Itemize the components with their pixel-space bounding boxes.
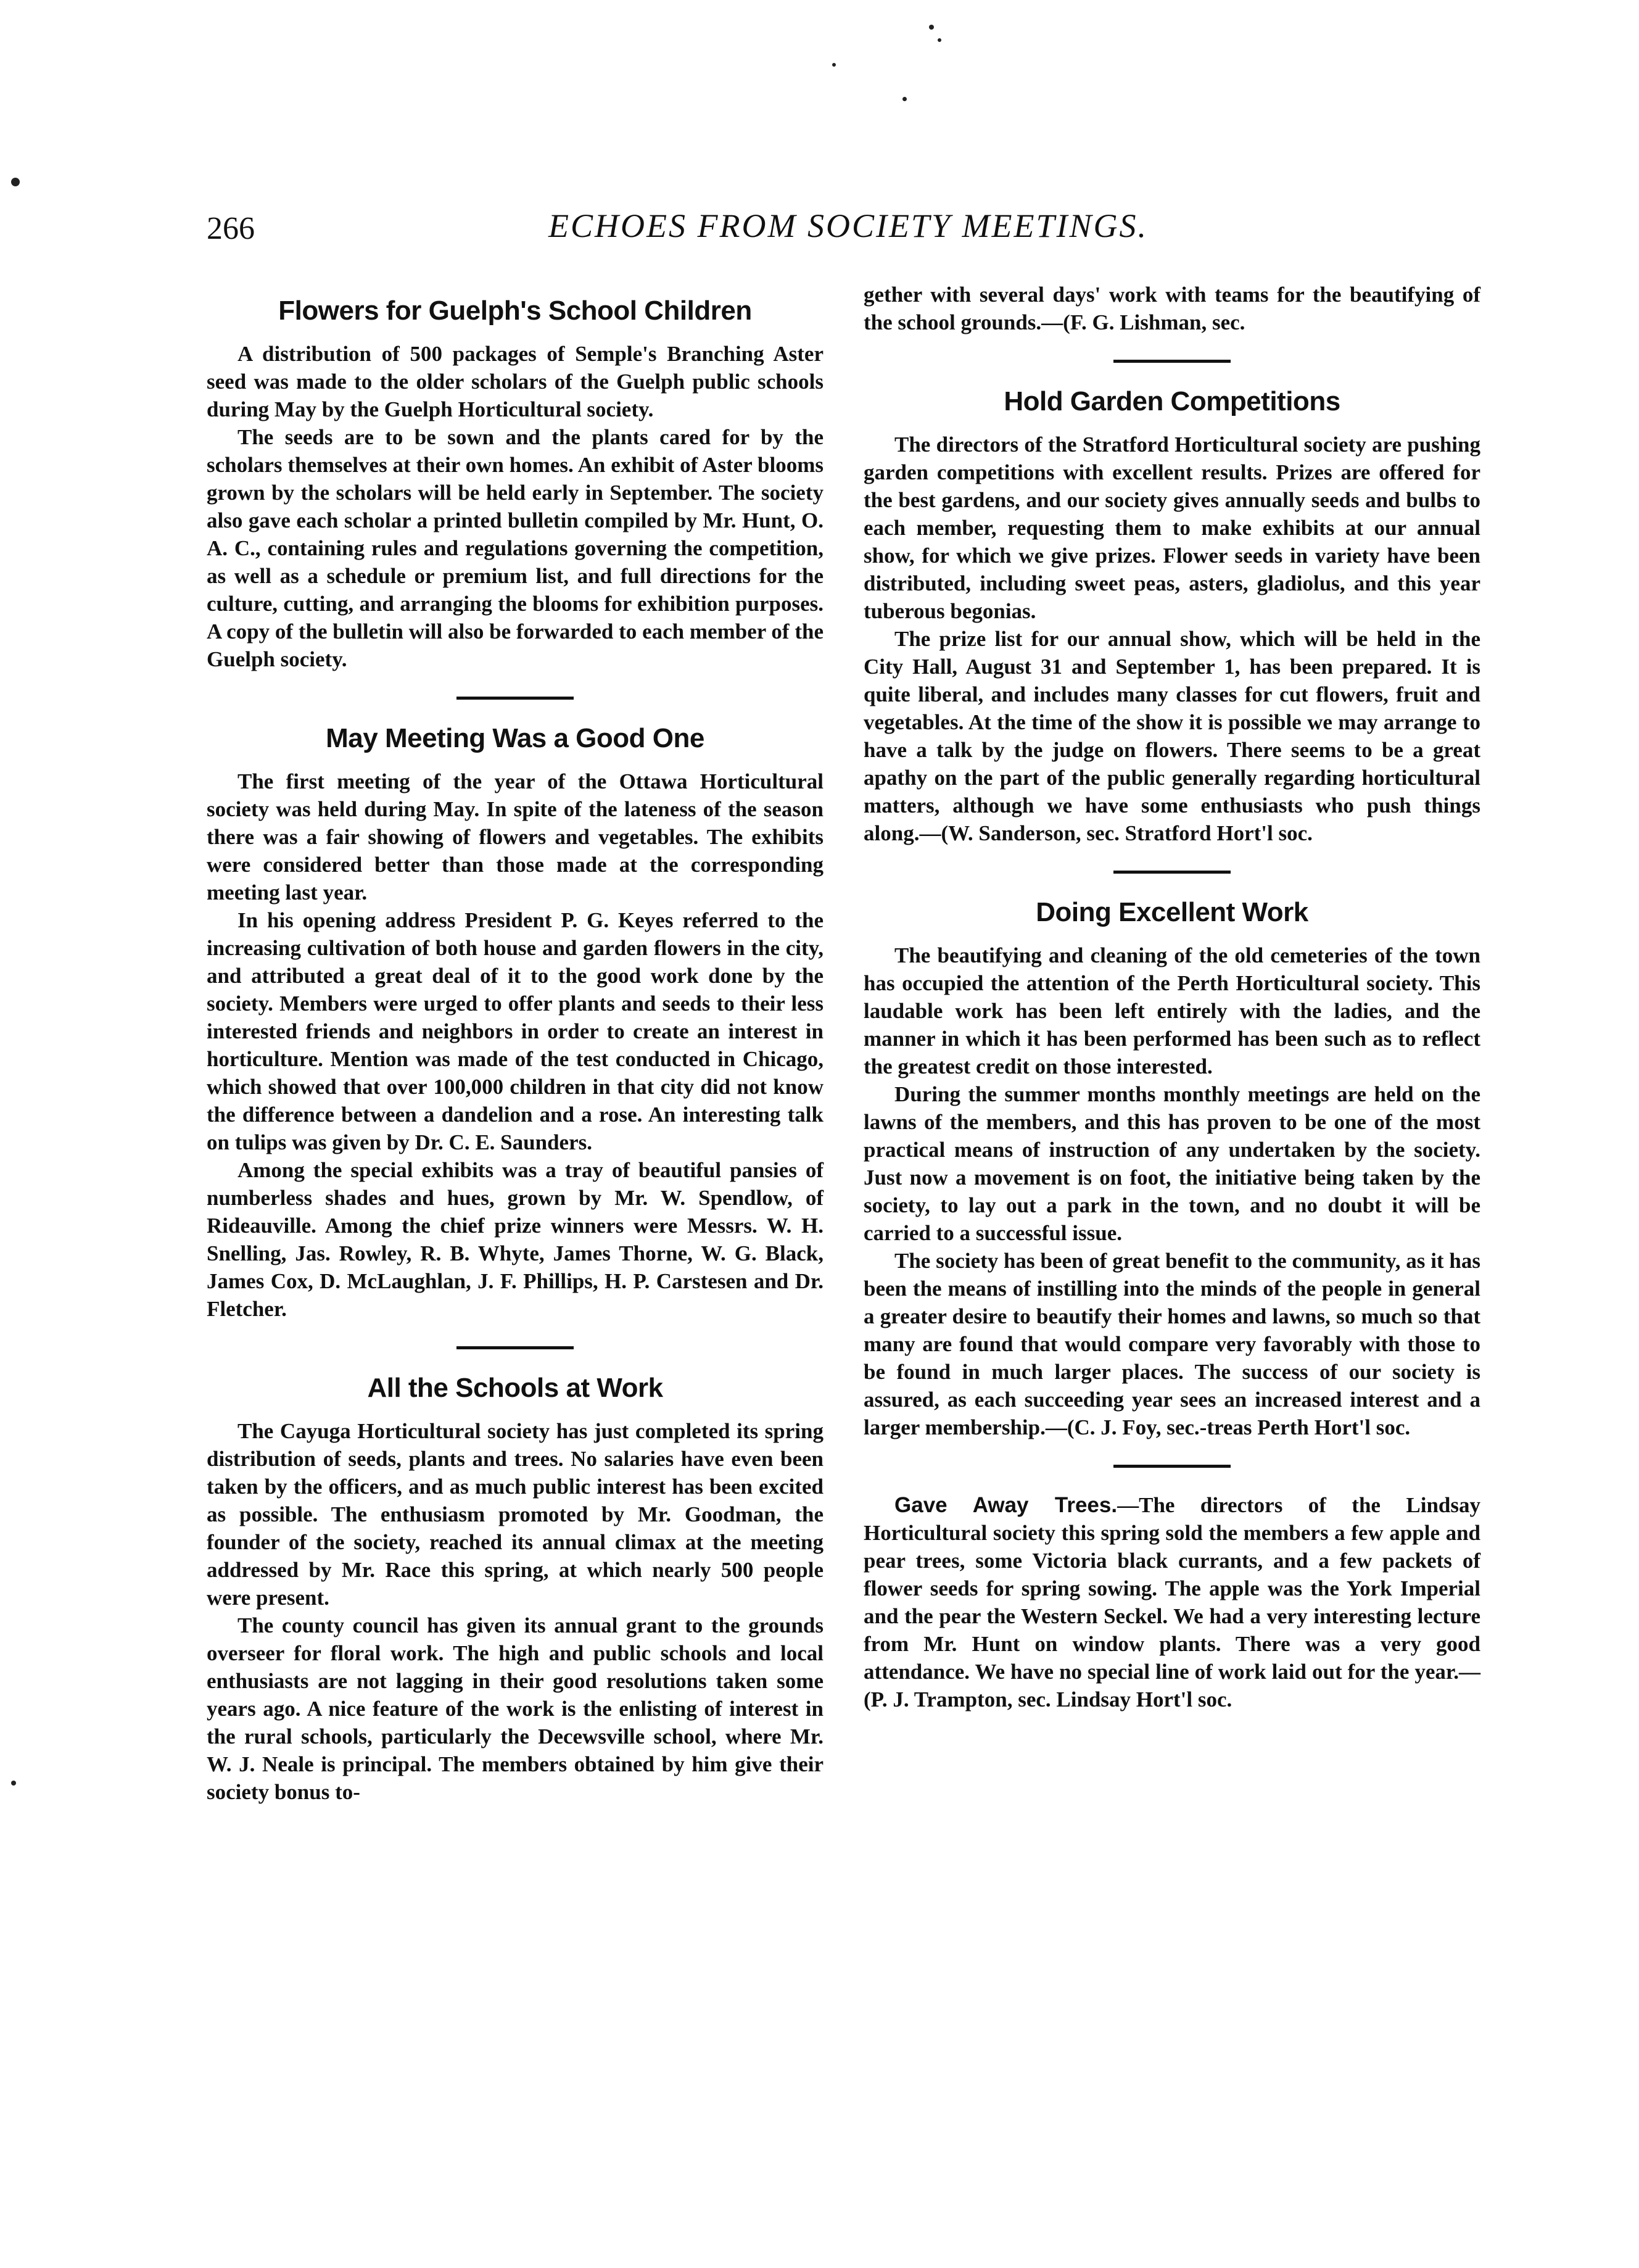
section-divider [1113, 1465, 1231, 1468]
scan-speck [11, 178, 20, 186]
article-paragraph: The Cayuga Horticultural society has just completed its spring distribution of seeds, plants and trees. No salaries have even been taken by the officers, and as much public interest has been excited as possible. The enthusiasm promoted by Mr. Goodman, the founder of the society, reached its annual climax at the meeting addressed by Mr. Race this spring, at which nearly 500 people were present. [207, 1419, 824, 1610]
article-headline: May Meeting Was a Good One [326, 723, 704, 753]
article-headline: Hold Garden Competitions [1004, 386, 1340, 416]
article-paragraph [864, 1491, 1480, 1713]
runin-title: Gave Away Trees. [894, 1493, 1118, 1517]
scan-speck [929, 25, 934, 30]
article-paragraph: The beautifying and cleaning of the old cemeteries of the town has occupied the attention of the Perth Horticultural society. This laudable work has been left entirely with the ladies, and the manner in which it has been performed has been such as to reflect the greatest credit on those interested. [864, 943, 1480, 1078]
article-headline: Flowers for Guelph's School Children [278, 296, 752, 326]
scan-speck [902, 97, 907, 101]
article-paragraph: gether with several days' work with teams for the beautifying of the school grounds.—(F. G. Lishman, sec. [864, 283, 1480, 334]
article-paragraph: A distribution of 500 packages of Semple's Branching Aster seed was made to the older scholars of the Guelph public schools during May by the Guelph Horticultural society. [207, 342, 824, 421]
article-paragraph: In his opening address President P. G. Keyes referred to the increasing cultivation of both house and garden flowers in the city, and attributed a great deal of it to the good work done by the society. Members were urged to offer plants and seeds to their less interested friends and neighbors in order to create an interest in horticulture. Mention was made of the test conducted in Chicago, which showed that over 100,000 children in that city did not know the difference between a dandelion and a rose. An interesting talk on tulips was given by Dr. C. E. Saunders. [207, 908, 824, 1154]
article-paragraph: The seeds are to be sown and the plants cared for by the scholars themselves at their own homes. An exhibit of Aster blooms grown by the scholars will be held early in September. The society also gave each scholar a printed bulletin compiled by Mr. Hunt, O. A. C., containing rules and regulations governing the competition, as well as a schedule or premium list, and full directions for the culture, cutting, and arranging the blooms for exhibition purposes. A copy of the bulletin will also be forwarded to each member of the Guelph society. [207, 425, 824, 671]
article-paragraph: The county council has given its annual grant to the grounds overseer for floral work. The high and public schools and local enthusiasts are not lagging in their good resolutions taken some years ago. A nice feature of the work is the enlisting of interest in the rural schools, particularly the Decewsville school, where Mr. W. J. Neale is principal. The members obtained by him give their society bonus to- [207, 1613, 824, 1804]
left-column [207, 281, 824, 1806]
article-headline: All the Schools at Work [367, 1373, 663, 1403]
article-paragraph: The directors of the Stratford Horticultural society are pushing garden competitions with excellent results. Prizes are offered for the best gardens, and our society gives annually seeds and bulbs to each member, requesting them to make exhibits at our annual show, for which we give prizes. Flower seeds in variety have been distributed, including sweet peas, asters, gladiolus, and this year tuberous begonias. [864, 432, 1480, 623]
page-number: 266 [207, 211, 255, 246]
article-paragraph: The first meeting of the year of the Ottawa Horticultural society was held during May. In spite of the lateness of the season there was a fair showing of flowers and vegetables. The exhibits were considered better than those made at the corresponding meeting last year. [207, 769, 824, 904]
right-column [864, 281, 1480, 1713]
scan-speck [11, 1781, 16, 1786]
article-paragraph: During the summer months monthly meetings are held on the lawns of the members, and this has proven to be one of the most practical means of instruction of any undertaken by the society. Just now a movement is on foot, the initiative being taken by the society, to lay out a park in the town, and no doubt it will be carried to a successful issue. [864, 1082, 1480, 1245]
running-head: ECHOES FROM SOCIETY MEETINGS. [548, 207, 1148, 244]
article-paragraph: The society has been of great benefit to the community, as it has been the means of instilling into the minds of the people in general a greater desire to beautify their homes and lawns, so much so that many are found that would compare very favorably with those to be found in much larger places. The success of our society is assured, as each succeeding year sees an increased interest and a larger membership.—(C. J. Foy, sec.-treas Perth Hort'l soc. [864, 1249, 1480, 1439]
section-divider [456, 697, 574, 700]
runin-text: —The directors of the Lindsay Horticultural society this spring sold the members a few apple and pear trees, some Victoria black currants, and a few packets of flower seeds for spring sowing. The apple was the York Imperial and the pear the Western Seckel. We had a very interesting lecture from Mr. Hunt on window plants. There was a very good attendance. We have no special line of work laid out for the year.—(P. J. Trampton, sec. Lindsay Hort'l soc. [864, 1493, 1480, 1711]
page-header [207, 207, 1490, 256]
article-paragraph: Among the special exhibits was a tray of beautiful pansies of numberless shades and hues, grown by Mr. W. Spendlow, of Rideauville. Among the chief prize winners were Messrs. W. H. Snelling, Jas. Rowley, R. B. Whyte, James Thorne, W. G. Black, James Cox, D. McLaughlan, J. F. Phillips, H. P. Carstesen and Dr. Fletcher. [207, 1158, 824, 1321]
section-divider [1113, 871, 1231, 874]
scan-speck [832, 63, 836, 67]
article-headline: Doing Excellent Work [1036, 897, 1308, 927]
article-paragraph: The prize list for our annual show, which will be held in the City Hall, August 31 and September 1, has been prepared. It is quite liberal, and includes many classes for cut flowers, fruit and vegetables. At the time of the show it is possible we may arrange to have a talk by the judge on flowers. There seems to be a great apathy on the part of the public generally regarding horticultural matters, although we have some enthusiasts who push things along.—(W. Sanderson, sec. Stratford Hort'l soc. [864, 627, 1480, 845]
section-divider [456, 1346, 574, 1349]
scan-speck [938, 38, 941, 42]
section-divider [1113, 360, 1231, 363]
